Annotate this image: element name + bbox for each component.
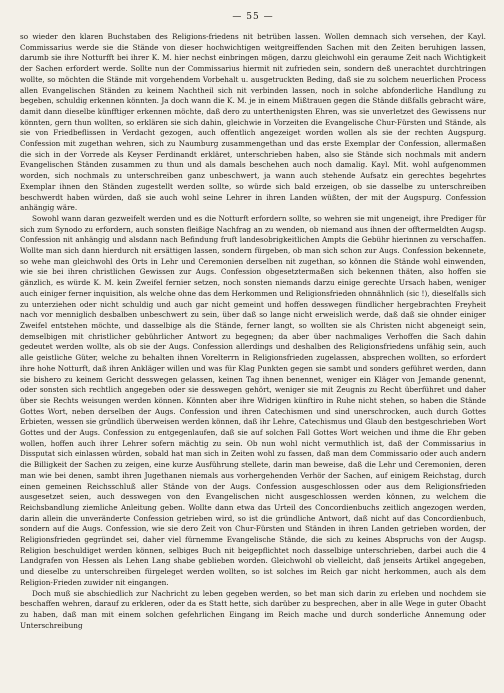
body-text [20, 32, 486, 631]
paragraph: Doch muß sie abschiedlich zur Nachricht zu leben gegeben werden, so bet man sich darin zu erleben und nochdem sie beschaffen wehren, darauf zu erkleren, oder da es Statt hette, sich darüber zu besprechen, aber in alle Wege in guter Obacht zu haben, daß man mit einem solchen gefehrlichen Eingang im Reich mache und durch sonderliche Annemung oder Unterschreibung [20, 588, 486, 630]
paragraph: Sowohl wann daran gezweifelt werden und es die Notturft erfordern sollte, so wehren sie mit ungeneigt, ihre Prediger für sich zum Synodo zu erfordern, auch sonsten fleißige Nachfrag an zu wenden, ob niemand aus ihnen der offtermeldten Augsp. Confession nit anhängig und alsdann nach Befindung fruft landesobrigkeitlichen Ampts die Gebühr hierinnen zu verschaffen. Wollte man sich dann hierdurch nit ersättigen lassen, sondern fürgeben, ob man sich schon zur Augs. Confession bekennete, so wehe man gleichwohl des Orts in Lehr und Ceremonien derselben nit zugethan, so können die Stände wohl einwenden, wie sie bei ihren christlichen Gewissen zur Augs. Confession obgesetztermaßen sich bekennen thäten, also hoffen sie gänzlich, es würde K. M. kein Zweifel fernier setzen, noch sonsten niemands darzu einige gerechte Ursach haben, weniger auch einiger ferner inquisition, als welche ohne das dem Herkommen und Religionsfrieden ohnnähnlich (sic !), dieselfalls sich zu unterziehen oder nicht schuldig und auch gar nicht gemeint und hoffen desswegen fündlicher hergebrachten Freyheit nach vor menniglich desbalben unbeschwert zu sein, über daß so lange nicht erweislich werde, daß daß sie ohnder einiger Zweifel entstehen möchte, und dasselbige als die Stände, ferner langt, so wollten sie als Christen nicht abgeneigt sein, demselbigen mit christlicher gebührlicher Antwort zu begegnen; da aber über nachmaliges Verhoffen die Sach dahin gedeutet werden wollte, als ob sie der Augs. Confession allerdings und deshalben des Religionsfriedens unfähig sein, auch alle geistliche Güter, welche zu behalten ihnen Vorelterrn in Religionsfrieden zugelassen, absprechen wollten, so erfordert ihre hohe Notturft, daß ihren Ankläger willen und was für Klag Punkten gegen sie sambt und sonders geführet werden, dann sie bishero zu keinem Gericht desswegen gelassen, keinen Tag ihnen benennet, weniger ein Kläger von Jemande genennt, oder sonsten sich rechtlich angegeben oder sie desswegen gehört, weniger sie mit Zeugnis zu Recht überführet und daher über sie Rechts weisungen werden können. Könnten aber ihre Widrigen künftiro in Ruhe nicht stehen, so haben die Stände Gottes Wort, neben derselben der Augs. Confession und ihren Catechismen und sind unerschrocken, auch durch Gottes Erbieten, wessen sie gründlich überweisen werden können, daß ihr Lehre, Catechismus und Glaub den bestgeschrieben Wort Gottes und der Augs. Confession zu entgegenlaufen, daß sie auf solchen Fall Gottes Wort weichen und ihme die Ehr geben wollen, hoffen auch ihrer Lehrer sofern mächtig zu sein. Ob nun wohl nicht vermuthlich ist, daß der Commissarius in Dissputat sich einlassen würden, sobald hat man sich in Zeiten wohl zu fassen, daß man dem Commissario oder auch andern die Billigkeit der Sachen zu zeigen, eine kurze Ausführung stellete, darin man beweise, daß die Lehr und Ceremonien, deren man wie bei denen, sambt ihren Jugethanen niemals aus vorhergehenden Verhör der Sachen, auf einigem Reichstag, durch einen gemeinen Reichsschluß aller Stände von der Augs. Confession ausgeschlossen oder aus dem Religionsfrieden ausgesetzet seien, auch desswegen von den Evangelischen nicht ausgeschlossen werden können, zu welchem die Reichsbandlung ziemliche Anleitung geben. Wollte dann etwa das Urteil des Concordienbuchs zeitlich angezogen werden, darin allein die unveränderte Confession getrieben wird, so ist die gründliche Antwort, daß nicht auf das Concordienbuch, sondern auf die Augs. Confession, wie sie dero Zeit von Chur-Fürsten und Ständen in ihren Landen getrieben worden, der Religionsfrieden gegründet sei, daher viel fürnemme Evangelische Stände, die sich zu keines Abspruchs von der Augsp. Religion beschuldiget werden können, selbiges Buch nit beigepflichtet noch dasselbige unterschrieben, darbei auch die 4 Landgrafen von Hessen als Lehen Lang shabe geblieben worden. Gleichwohl ob vielleicht, daß jenseits Artikel angegeben, und dieselbe zu unterschreiben fürgeleget werden wollten, so ist solches im Reich gar nicht herkommen, auch als dem Religion-Frieden zuwider nit eingangen. [20, 213, 486, 587]
page-number: — 55 — [232, 12, 274, 22]
paragraph: so wieder den klaren Buchstaben des Religions-friedens nit betrüben lassen. Wollen demnach sich versehen, der Kayl. Commissarius werde sie die Stände von dieser hochwichtigen weitgreiffenden Sachen mit den Zeiten beruhigen lassen, darumb sie ihre Notturfft bei ihrer K. M. hier nechst einbringen mögen, darzu gleichwohl ein geraume Zeit nach Wichtigkeit der Sachen erfordert werde. Sollte nun der Commissarius hiermit nit zufrieden sein, sondern deß unerachtet durchtringen wollte, so möchten die Stände mit vorgehendem Vorbehalt u. ausgetruckten Beding, daß sie zu solchem neuerlichen Process allen Evangelischen Ständen zu keinem Nachtheil sich nit verbinden lassen, noch in solche abfonderliche Handlung zu begeben, schuldig erkennen könnten. Ja doch wann die K. M. je in einem Mißtrauen gegen die Stände dißfalls gebracht wäre, damit dann dieselbe künfftiger erkennen möchte, daß dero zu unterthenigsten Ehren, was sie unverletzet des Gewissens nur könnten, gern thun wollten, so erklären sie sich dahin, gleichwie in Vorzeiten die Evangelische Chur-Fürsten und Stände, als sie von Friedbeflissen in Verdacht gezogen, auch offentlich angezeiget worden wollen als sie der rechten Augspurg. Confession mit zugethan wehren, sich zu Naumburg zusammengethan und das erste Exemplar der Confession, allermaßen die sich in der Vorrede als Keyser Ferdinandt erkläret, unterschrieben haben, also sie Stände sich nochmals mit andern Evangelischen Ständen zusammen zu thun und als damals beschehen auch noch damalig. Kayl. Mit. wohl aufgenommen worden, sich nochmals zu unterschreiben ganz unbeschwert, ja wann auch stehende Aufsatz ein gerechtes begehrtes Exemplar ihnen den Ständen zugestellt werden sollte, so würde sich bald erzeigen, ob sie dasselbe zu unterschreiben beschwerdt haben würden, daß sie auch wohl seine Lehrer in ihren Landen wüßten, der mit der Augspurg. Confession anhängig wäre. [20, 32, 486, 213]
